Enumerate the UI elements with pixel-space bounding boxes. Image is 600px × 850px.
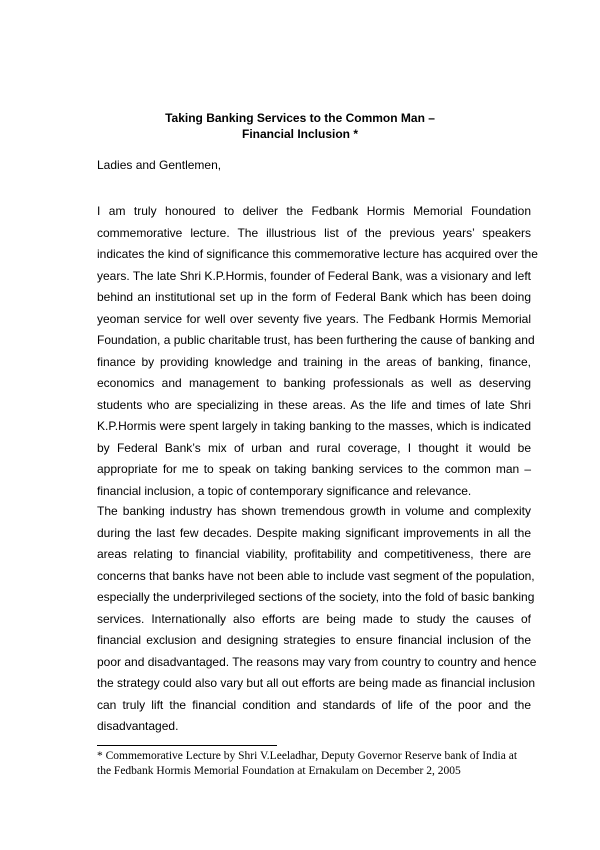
paragraph-line: concerns that banks have not been able to include vast segment of the population,	[97, 568, 535, 583]
paragraph-line: The banking industry has shown tremendous growth in volume and complexity	[97, 504, 531, 518]
document-title-line-2: Financial Inclusion *	[241, 127, 359, 141]
paragraph-line: K.P.Hormis were spent largely in taking banking to the masses, which is indicated	[97, 419, 531, 433]
footnote-divider	[97, 745, 277, 746]
paragraph-line: I am truly honoured to deliver the Fedbank Hormis Memorial Foundation	[97, 204, 531, 218]
paragraph-1	[97, 201, 538, 502]
paragraph-line: behind an institutional set up in the form of Federal Bank which has been doing	[97, 290, 531, 304]
paragraph-line: finance by providing knowledge and training in the areas of banking, finance,	[97, 354, 531, 369]
document-title-line-1: Taking Banking Services to the Common Man –	[165, 111, 435, 125]
paragraph-line: disadvantaged.	[97, 719, 179, 733]
paragraph-line: yeoman service for well over seventy five years. The Fedbank Hormis Memorial	[97, 311, 531, 326]
paragraph-line: poor and disadvantaged. The reasons may vary from country to country and hence	[97, 654, 537, 669]
paragraph-line: can truly lift the financial condition and standards of life of the poor and the	[97, 697, 531, 712]
paragraph-line: financial exclusion and designing strategies to ensure financial inclusion of the	[97, 633, 531, 647]
paragraph-line: services. Internationally also efforts are being made to study the causes of	[97, 611, 531, 626]
paragraph-line: especially the underprivileged sections of the society, into the fold of basic banking	[97, 590, 535, 604]
paragraph-line: areas relating to financial viability, profitability and competitiveness, there are	[97, 547, 531, 561]
paragraph-line: students who are specializing in these areas. As the life and times of late Shri	[97, 397, 531, 412]
footnote-line-1: * Commemorative Lecture by Shri V.Leeladhar, Deputy Governor Reserve bank of India at	[97, 750, 518, 762]
paragraph-line: indicates the kind of significance this commemorative lecture has acquired over the	[97, 247, 538, 261]
paragraph-line: the strategy could also vary but all out efforts are being made as financial inclusion	[97, 676, 536, 690]
paragraph-line: years. The late Shri K.P.Hormis, founder of Federal Bank, was a visionary and left	[97, 268, 531, 283]
salutation: Ladies and Gentlemen,	[97, 158, 222, 172]
paragraph-line: commemorative lecture. The illustrious list of the previous years’ speakers	[97, 225, 531, 240]
paragraph-2	[97, 501, 537, 738]
paragraph-line: economics and management to banking professionals as well as deserving	[97, 376, 531, 390]
footnote-line-2: the Fedbank Hormis Memorial Foundation at Ernakulam on December 2, 2005	[97, 765, 461, 777]
paragraph-line: Foundation, a public charitable trust, has been furthering the cause of banking and	[97, 333, 535, 347]
paragraph-line: appropriate for me to speak on taking banking services to the common man –	[97, 462, 531, 476]
paragraph-line: financial inclusion, a topic of contemporary significance and relevance.	[97, 483, 472, 498]
paragraph-line: by Federal Bank’s mix of urban and rural coverage, I thought it would be	[97, 440, 531, 455]
paragraph-line: during the last few decades. Despite making significant improvements in all the	[97, 525, 531, 540]
